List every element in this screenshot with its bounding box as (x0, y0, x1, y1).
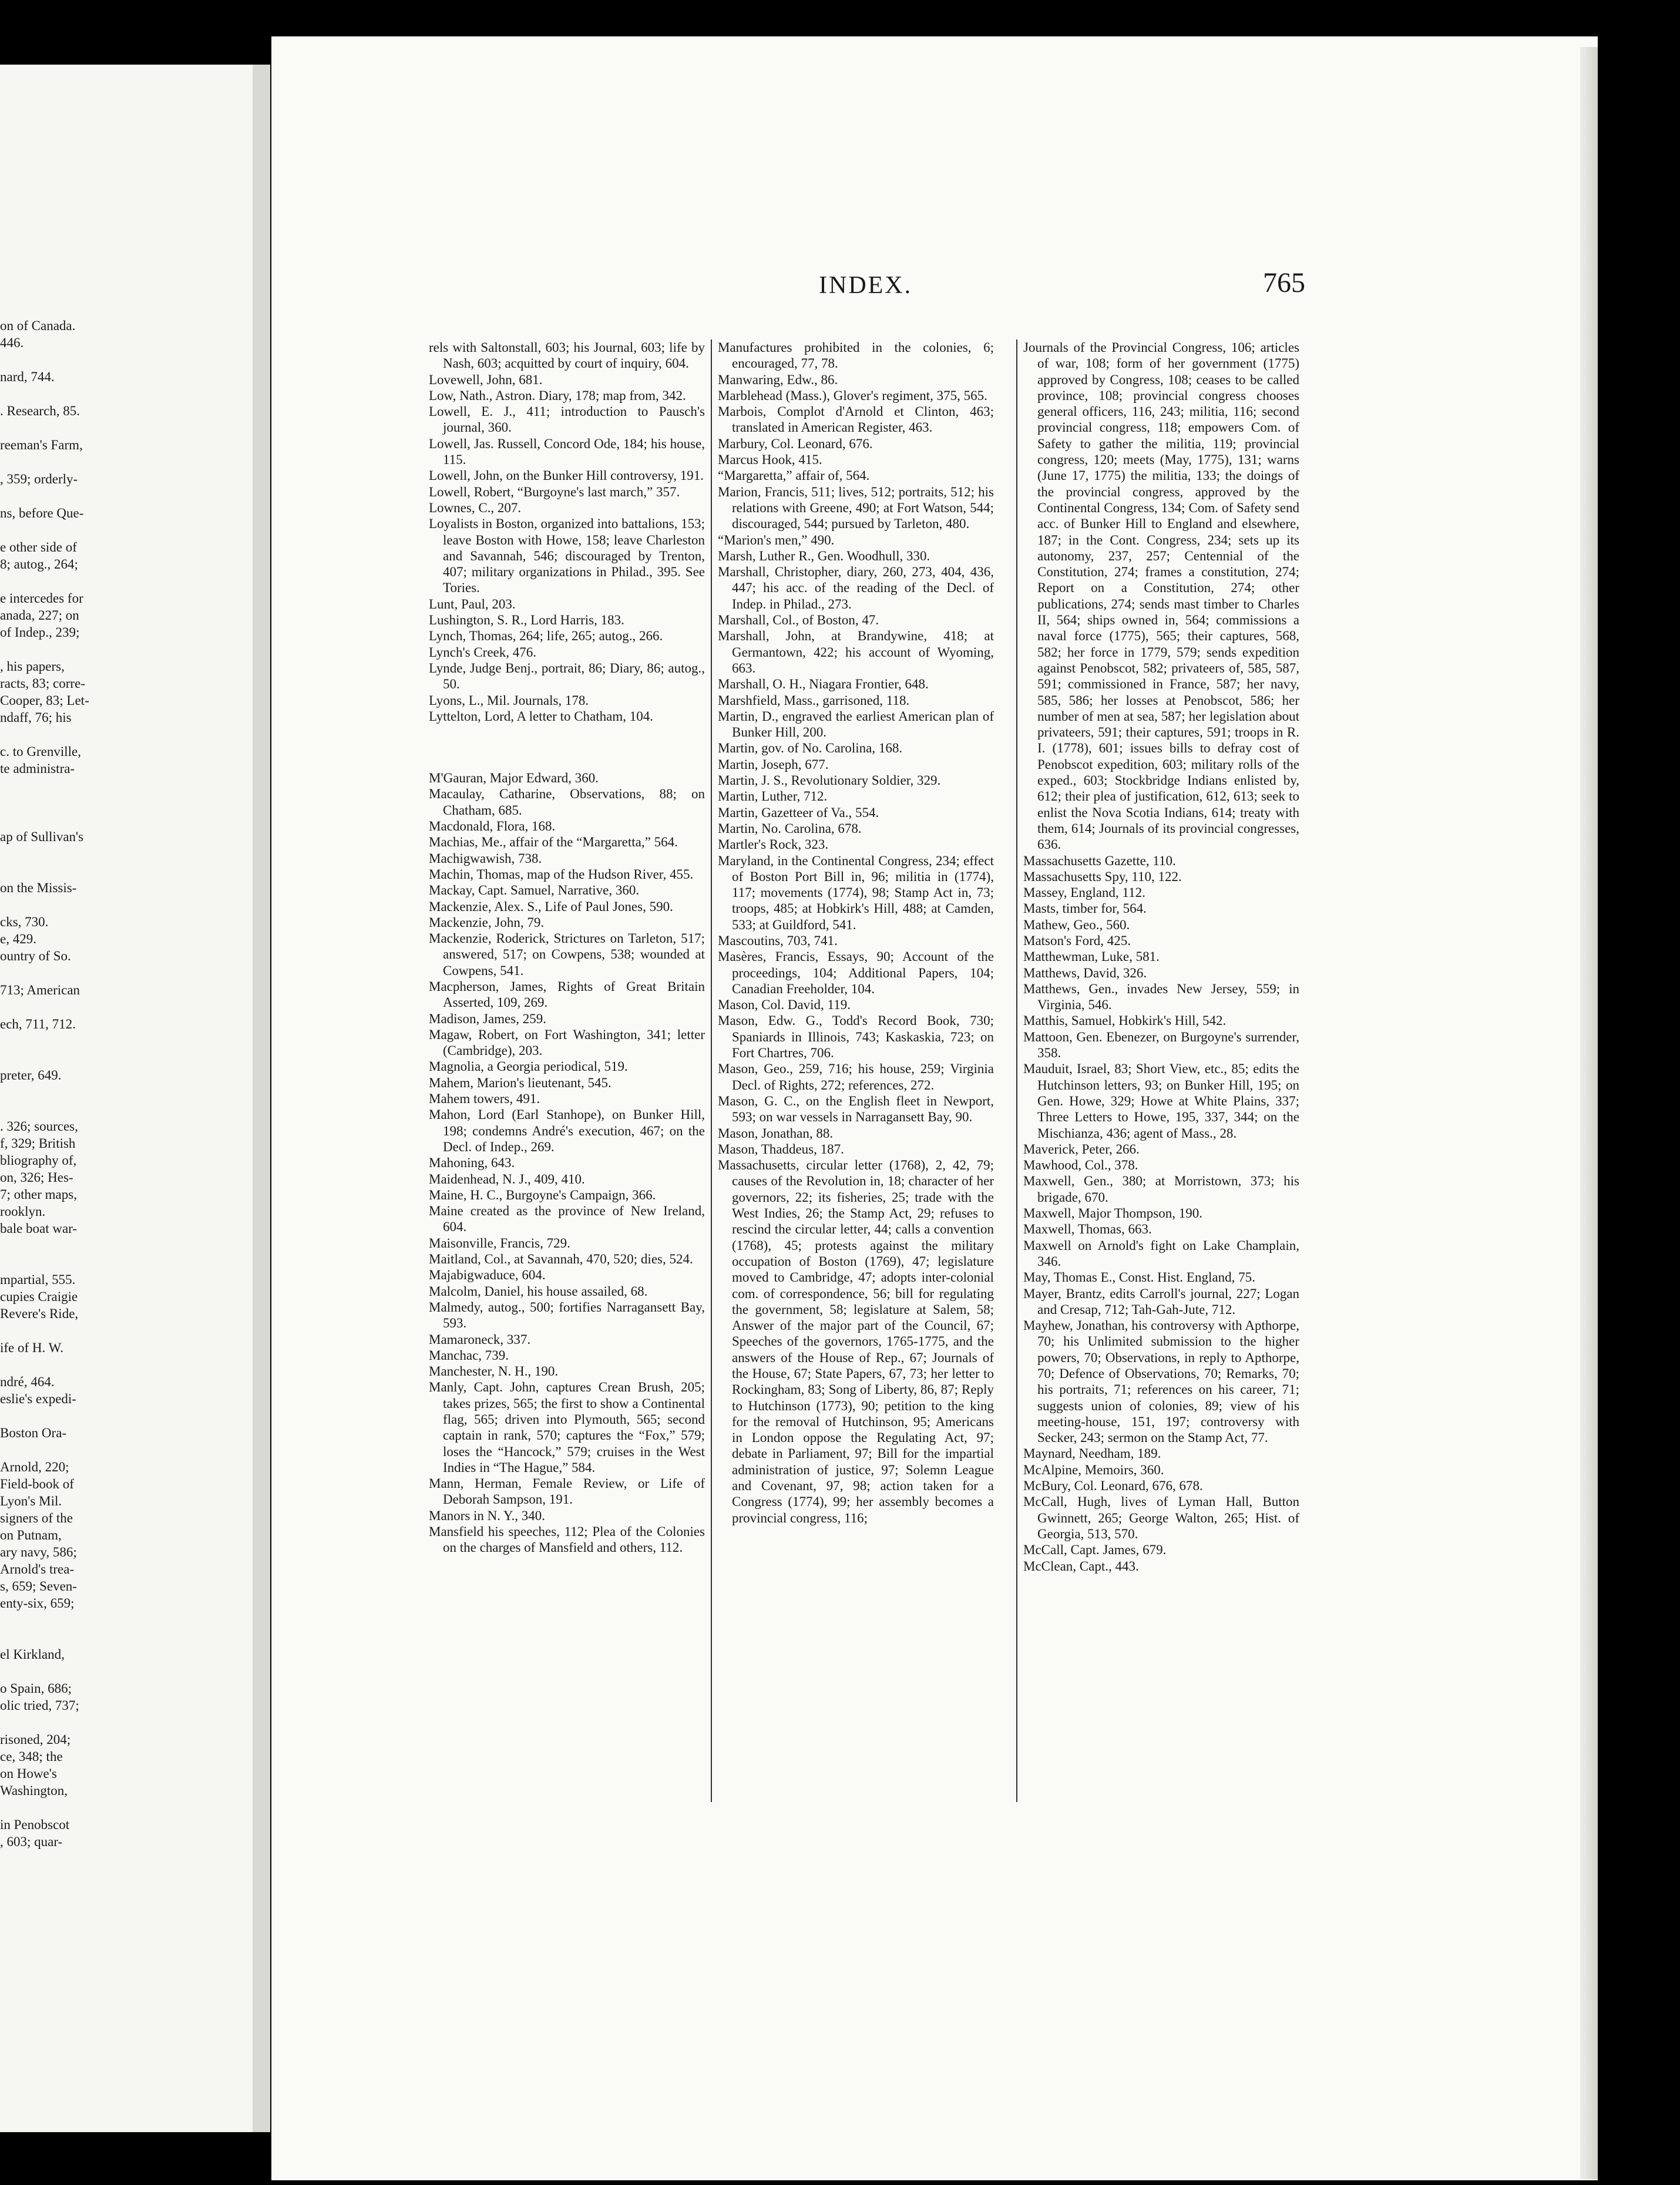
index-entry: Lovewell, John, 681. (429, 372, 543, 387)
index-entry: McClean, Capt., 443. (1023, 1558, 1139, 1574)
facing-page-line: anada, 227; on (0, 608, 79, 623)
facing-page-line: , 359; orderly- (0, 472, 78, 486)
index-entry: Martin, No. Carolina, 678. (718, 821, 862, 836)
index-entry: Mason, Edw. G., Todd's Record Book, 730; Spaniards in Illinois, 743; Kaskaskia, 723; on Fort Chartres, 706. (718, 1013, 994, 1061)
index-entry: Maisonville, Francis, 729. (429, 1235, 570, 1251)
facing-page-line: mpartial, 555. (0, 1272, 76, 1287)
facing-page-line: ountry of So. (0, 949, 71, 963)
facing-page-line: ndaff, 76; his (0, 710, 72, 725)
facing-page-line: olic tried, 737; (0, 1698, 79, 1713)
index-entry: Martin, gov. of No. Carolina, 168. (718, 741, 903, 756)
facing-page-line: racts, 83; corre- (0, 676, 85, 691)
facing-page-line: on the Missis- (0, 880, 77, 895)
index-column-2 (718, 339, 994, 1526)
index-entry: Mahem, Marion's lieutenant, 545. (429, 1075, 611, 1090)
index-entry: “Margaretta,” affair of, 564. (718, 468, 870, 483)
index-entry: Mamaroneck, 337. (429, 1332, 531, 1347)
index-entry: Lyons, L., Mil. Journals, 178. (429, 693, 589, 708)
facing-page-line: rooklyn. (0, 1204, 46, 1219)
facing-page-line: enty-six, 659; (0, 1596, 75, 1611)
facing-page-line: on, 326; Hes- (0, 1170, 73, 1185)
index-entry: Manwaring, Edw., 86. (718, 372, 838, 387)
index-entry: Loyalists in Boston, organized into battalions, 153; leave Boston with Howe, 158; leave Charleston and Savannah, 546; discouraged by Trenton, 407; military organizations in Philad., 395. See Tories. (429, 516, 705, 596)
index-entry: Magnolia, a Georgia periodical, 519. (429, 1059, 628, 1074)
facing-page-line: e other side of (0, 540, 77, 554)
index-entry: Matthis, Samuel, Hobkirk's Hill, 542. (1023, 1013, 1227, 1028)
index-entry: Mackenzie, Roderick, Strictures on Tarleton, 517; answered, 517; on Cowpens, 538; wounded at Cowpens, 541. (429, 931, 705, 978)
index-entry: Macdonald, Flora, 168. (429, 819, 556, 834)
index-entry: Mawhood, Col., 378. (1023, 1158, 1138, 1173)
index-entry: Madison, James, 259. (429, 1011, 546, 1026)
facing-page-line: on of Canada. (0, 318, 76, 333)
index-entry: Malcolm, Daniel, his house assailed, 68. (429, 1283, 648, 1299)
facing-page-line: ce, 348; the (0, 1749, 63, 1764)
facing-page-line: e intercedes for (0, 591, 83, 606)
index-entry: McAlpine, Memoirs, 360. (1023, 1462, 1164, 1477)
facing-page-line: Lyon's Mil. (0, 1494, 62, 1508)
index-entry: Maynard, Needham, 189. (1023, 1446, 1161, 1461)
index-entry: Macaulay, Catharine, Observations, 88; on Chatham, 685. (429, 786, 705, 818)
column-rule (711, 339, 712, 1802)
facing-page-line: cupies Craigie (0, 1289, 78, 1304)
index-entry: Martin, D., engraved the earliest American plan of Bunker Hill, 200. (718, 708, 994, 740)
index-entry: Lunt, Paul, 203. (429, 596, 516, 611)
index-entry: Marshall, Col., of Boston, 47. (718, 613, 879, 628)
index-entry: Mackenzie, John, 79. (429, 915, 545, 930)
index-column-1 (429, 339, 705, 1556)
index-entry: Lowell, Robert, “Burgoyne's last march,” 357. (429, 484, 680, 499)
facing-page-line: preter, 649. (0, 1068, 62, 1083)
index-entry: Massachusetts Spy, 110, 122. (1023, 869, 1182, 884)
facing-page-line: Boston Ora- (0, 1426, 67, 1440)
facing-page-line: bliography of, (0, 1153, 77, 1168)
facing-page-line: 8; autog., 264; (0, 557, 78, 572)
facing-page-line: . Research, 85. (0, 404, 80, 418)
index-entry: Masts, timber for, 564. (1023, 901, 1147, 916)
index-entry: Maxwell, Thomas, 663. (1023, 1222, 1152, 1237)
index-entry: Manly, Capt. John, captures Crean Brush, 205; takes prizes, 565; the first to show a Continental flag, 565; driven into Plymouth, 565; second captain in rank, 570; captures the “Fox,” 579; loses the “Hancock,” 579; cruises in the West Indies in “The Hague,” 584. (429, 1380, 705, 1475)
index-entry: Magaw, Robert, on Fort Washington, 341; letter (Cambridge), 203. (429, 1027, 705, 1058)
facing-page-line: Revere's Ride, (0, 1306, 79, 1321)
facing-page-line: bale boat war- (0, 1221, 78, 1236)
index-entry: Martin, Gazetteer of Va., 554. (718, 805, 879, 820)
facing-page-line: ap of Sullivan's (0, 829, 84, 844)
index-entry: Lushington, S. R., Lord Harris, 183. (429, 613, 624, 628)
index-entry: Marshfield, Mass., garrisoned, 118. (718, 693, 910, 708)
facing-page-line: c. to Grenville, (0, 744, 81, 759)
facing-page-line: cks, 730. (0, 915, 49, 929)
index-entry: Maine, H. C., Burgoyne's Campaign, 366. (429, 1187, 656, 1202)
facing-page-line: Arnold's trea- (0, 1562, 75, 1576)
index-entry: Lynch's Creek, 476. (429, 644, 537, 660)
facing-page-line: ns, before Que- (0, 506, 84, 520)
index-entry: Machin, Thomas, map of the Hudson River, 455. (429, 866, 694, 882)
index-entry: Marion, Francis, 511; lives, 512; portraits, 512; his relations with Greene, 490; at Fort Watson, 544; discouraged, 544; pursued by Tarleton, 480. (718, 484, 994, 532)
index-entry: Mackenzie, Alex. S., Life of Paul Jones, 590. (429, 899, 673, 914)
index-entry: May, Thomas E., Const. Hist. England, 75. (1023, 1270, 1255, 1285)
index-entry: Lownes, C., 207. (429, 500, 522, 515)
index-entry: Macpherson, James, Rights of Great Britain Asserted, 109, 269. (429, 979, 705, 1010)
facing-page-line: , 603; quar- (0, 1834, 63, 1849)
index-entry: Marcus Hook, 415. (718, 452, 822, 468)
facing-page-line: te administra- (0, 761, 75, 776)
index-entry: Mascoutins, 703, 741. (718, 933, 838, 948)
facing-page-line: risoned, 204; (0, 1732, 71, 1747)
index-entry: Mahon, Lord (Earl Stanhope), on Bunker Hill, 198; condemns André's execution, 467; on the Decl. of Indep., 269. (429, 1107, 705, 1154)
index-entry: Maine created as the province of New Ireland, 604. (429, 1204, 705, 1235)
facing-page-line: Washington, (0, 1783, 68, 1798)
index-entry: Lowell, John, on the Bunker Hill controversy, 191. (429, 468, 704, 483)
facing-page-line: Field-book of (0, 1477, 74, 1491)
facing-page-line: Cooper, 83; Let- (0, 693, 89, 708)
facing-page-line: 7; other maps, (0, 1187, 77, 1202)
index-entry: Machias, Me., affair of the “Margaretta,” 564. (429, 835, 678, 850)
facing-page-line: , his papers, (0, 659, 65, 674)
facing-page-line: on Putnam, (0, 1528, 62, 1542)
index-entry: Martin, J. S., Revolutionary Soldier, 329. (718, 773, 941, 788)
index-entry: Marshall, O. H., Niagara Frontier, 648. (718, 677, 929, 692)
index-entry: McCall, Hugh, lives of Lyman Hall, Button Gwinnett, 265; George Walton, 265; Hist. of Georgia, 513, 570. (1023, 1494, 1299, 1541)
index-entry: Maxwell, Major Thompson, 190. (1023, 1206, 1202, 1221)
facing-page-line: nard, 744. (0, 369, 55, 384)
index-entry: Mansfield his speeches, 112; Plea of the Colonies on the charges of Mansfield and others, 112. (429, 1524, 705, 1555)
index-section-gap (429, 738, 705, 757)
index-entry: Manors in N. Y., 340. (429, 1508, 546, 1523)
index-entry: Lynch, Thomas, 264; life, 265; autog., 266. (429, 628, 663, 644)
index-entry: Mason, Col. David, 119. (718, 997, 851, 1013)
index-entry: “Marion's men,” 490. (718, 532, 835, 547)
index-entry: Mason, G. C., on the English fleet in Newport, 593; on war vessels in Narragansett Bay, 90. (718, 1093, 994, 1125)
facing-page-line: el Kirkland, (0, 1647, 65, 1662)
index-entry: Journals of the Provincial Congress, 106; articles of war, 108; form of her government (1775) approved by Congress, 108; ceases to be called province, 108; provincial congress chooses general officers, 116, 243; militia, 116; second provincial congress, 118; empowers Com. of Safety to gather the militia, 119; provincial congress, 120; meets (May, 1775), 131; warns (June 17, 1775) the militia, 133; the doings of the provincial congress, approved by the Continental Congress, 134; Com. of Safety send acc. of Bunker Hill to England and elsewhere, 187; in the Cont. Congress, 234; sets up its autonomy, 237, 257; Centennial of the Constitution, 274; frames a constitution, 274; Report on a Constitution, 274; other publications, 274; sends mast timber to Charles II, 564; ships owned in, 564; commissions a naval force (1775), 565; their captures, 568, 582; her force in 1779, 579; sends expedition against Penobscot, 582; privateers of, 585, 587, 591; commissioned in France, 587; her navy, 585, 586; her losses at Penobscot, 586; her number of men at sea, 587; her legislation about privateers, 591; their captures, 591; troops in R. I. (1778), 601; issues bills to defray cost of Penobscot expedition, 603; military rolls of the exped., 603; Stockbridge Indians enlisted by, 612; their plea of justification, 612, 613; seek to enlist the Nova Scotia Indians, 614; treaty with them, 614; Journals of its provincial congresses, 636. (1023, 340, 1299, 852)
index-entry: Maidenhead, N. J., 409, 410. (429, 1171, 585, 1186)
facing-page-fragment (0, 65, 253, 2132)
facing-page-line: ndré, 464. (0, 1374, 55, 1389)
index-entry: Marsh, Luther R., Gen. Woodhull, 330. (718, 548, 930, 563)
facing-page-line: f, 329; British (0, 1136, 76, 1151)
facing-page-line: on Howe's (0, 1766, 57, 1781)
facing-page-line: of Indep., 239; (0, 625, 80, 640)
index-entry: Malmedy, autog., 500; fortifies Narragansett Bay, 593. (429, 1299, 705, 1331)
index-entry: McBury, Col. Leonard, 676, 678. (1023, 1478, 1203, 1494)
index-entry: Maverick, Peter, 266. (1023, 1141, 1140, 1157)
index-entry: Mackay, Capt. Samuel, Narrative, 360. (429, 883, 640, 898)
index-entry: Mathew, Geo., 560. (1023, 917, 1130, 932)
facing-page-line: 713; American (0, 983, 80, 997)
index-entry: Martin, Joseph, 677. (718, 757, 829, 772)
index-entry: M'Gauran, Major Edward, 360. (429, 771, 599, 786)
index-entry: Lynde, Judge Benj., portrait, 86; Diary, 86; autog., 50. (429, 660, 705, 692)
column-rule (1016, 339, 1017, 1802)
index-entry: Manchac, 739. (429, 1347, 509, 1363)
page-gutter (253, 65, 270, 2132)
index-entry: Mason, Jonathan, 88. (718, 1125, 834, 1141)
index-entry: Martin, Luther, 712. (718, 789, 828, 804)
index-entry: Mayhew, Jonathan, his controversy with Apthorpe, 70; his Unlimited submission to the higher powers, 70; Observations, in reply to Apthorpe, 70; Defence of Observations, 70; Remarks, 70; his portraits, 71; references on his career, 71; suggests union of colonies, 89; view of his meeting-house, 151, 197; controversy with Secker, 243; sermon on the Stamp Act, 77. (1023, 1318, 1299, 1446)
facing-page-line: eslie's expedi- (0, 1391, 76, 1406)
facing-page-line: ary navy, 586; (0, 1545, 77, 1559)
index-entry: rels with Saltonstall, 603; his Journal, 603; life by Nash, 603; acquitted by court of inquiry, 604. (429, 340, 705, 371)
index-entry: Lowell, Jas. Russell, Concord Ode, 184; his house, 115. (429, 436, 705, 468)
facing-page-line: signers of the (0, 1511, 73, 1525)
index-entry: Marshall, Christopher, diary, 260, 273, 404, 436, 447; his acc. of the reading of the Decl. of Indep. in Philad., 273. (718, 564, 994, 611)
page-edge (1580, 47, 1598, 2179)
index-column-3 (1023, 339, 1299, 1574)
facing-page-line: o Spain, 686; (0, 1681, 72, 1696)
index-entry: Marbury, Col. Leonard, 676. (718, 436, 873, 451)
index-entry: Manchester, N. H., 190. (429, 1364, 559, 1379)
index-entry: Mason, Thaddeus, 187. (718, 1141, 844, 1157)
page-number: 765 (1263, 267, 1305, 298)
facing-page-line: e, 429. (0, 932, 36, 946)
index-entry: Maxwell, Gen., 380; at Morristown, 373; his brigade, 670. (1023, 1174, 1299, 1205)
index-entry: Massey, England, 112. (1023, 885, 1145, 900)
facing-page-line: s, 659; Seven- (0, 1579, 77, 1594)
running-head: INDEX. (819, 272, 913, 299)
index-entry: Maryland, in the Continental Congress, 234; effect of Boston Port Bill in, 96; militia in (1774), 117; movements (1774), 98; Stamp Act in, 73; troops, 485; at Hobkirk's Hill, 488; at Camden, 533; at Guildford, 541. (718, 853, 994, 932)
index-entry: Mason, Geo., 259, 716; his house, 259; Virginia Decl. of Rights, 272; references, 272. (718, 1061, 994, 1092)
index-entry: Matthews, Gen., invades New Jersey, 559; in Virginia, 546. (1023, 981, 1299, 1013)
index-entry: Massachusetts, circular letter (1768), 2, 42, 79; causes of the Revolution in, 18; character of her governors, 22; its fisheries, 25; trade with the West Indies, 26; the Stamp Act, 29; refuses to rescind the circular letter, 44; calls a convention (1768), 45; protests against the military occupation of Boston (1769), 47; legislature moved to Cambridge, 47; adopts inter-colonial com. of correspondence, 56; bill for regulating the government, 58; legislature at Salem, 58; Answer of the major part of the Council, 67; Speeches of the governors, 1765-1775, and the answers of the House of Rep., 67; Journals of the House, 67; State Papers, 67, 73; her letter to Rockingham, 83; Song of Liberty, 86, 87; Reply to Hutchinson (1773), 90; petition to the king for the removal of Hutchinson, 95; Americans in London oppose the Regulating Act, 97; debate in Parliament, 97; Bill for the impartial administration of justice, 97; Solemn League and Covenant, 97, 98; action taken for a Congress (1774), 99; her assembly becomes a provincial congress, 116; (718, 1158, 994, 1525)
index-entry: Marblehead (Mass.), Glover's regiment, 375, 565. (718, 388, 987, 403)
index-entry: Mayer, Brantz, edits Carroll's journal, 227; Logan and Cresap, 712; Tah-Gah-Jute, 712. (1023, 1286, 1299, 1317)
index-entry: Mann, Herman, Female Review, or Life of Deborah Sampson, 191. (429, 1476, 705, 1507)
index-entry: Matson's Ford, 425. (1023, 933, 1131, 948)
index-entry: Lowell, E. J., 411; introduction to Pausch's journal, 360. (429, 404, 705, 435)
index-entry: Low, Nath., Astron. Diary, 178; map from, 342. (429, 388, 686, 403)
facing-page-line: ife of H. W. (0, 1340, 63, 1355)
index-entry: Machigwawish, 738. (429, 851, 542, 866)
index-entry: Mahoning, 643. (429, 1155, 515, 1171)
index-entry: Matthewman, Luke, 581. (1023, 949, 1160, 964)
index-entry: Marshall, John, at Brandywine, 418; at Germantown, 422; his account of Wyoming, 663. (718, 628, 994, 675)
index-entry: Manufactures prohibited in the colonies, 6; encouraged, 77, 78. (718, 340, 994, 371)
facing-page-line: in Penobscot (0, 1817, 70, 1832)
index-entry: Massachusetts Gazette, 110. (1023, 853, 1176, 868)
index-entry: Mahem towers, 491. (429, 1091, 540, 1107)
facing-page-line: . 326; sources, (0, 1119, 78, 1134)
index-entry: Lyttelton, Lord, A letter to Chatham, 104. (429, 708, 654, 724)
index-entry: Mattoon, Gen. Ebenezer, on Burgoyne's surrender, 358. (1023, 1029, 1299, 1061)
index-entry: Majabigwaduce, 604. (429, 1268, 546, 1283)
index-entry: Marbois, Complot d'Arnold et Clinton, 463; translated in American Register, 463. (718, 404, 994, 435)
index-entry: Maxwell on Arnold's fight on Lake Champlain, 346. (1023, 1238, 1299, 1269)
facing-page-line: 446. (0, 335, 24, 350)
index-entry: Masères, Francis, Essays, 90; Account of the proceedings, 104; Additional Papers, 104; Canadian Freeholder, 104. (718, 949, 994, 996)
index-entry: Mauduit, Israel, 83; Short View, etc., 85; edits the Hutchinson letters, 93; on Bunker Hill, 195; on Gen. Howe, 329; Howe at White Plains, 337; Three Letters to Howe, 195, 337, 344; on the Mischianza, 436; agent of Mass., 28. (1023, 1061, 1299, 1141)
facing-page-line: Arnold, 220; (0, 1460, 69, 1474)
facing-page-line: reeman's Farm, (0, 438, 83, 452)
facing-page-line: ech, 711, 712. (0, 1017, 76, 1031)
index-entry: Maitland, Col., at Savannah, 470, 520; dies, 524. (429, 1252, 693, 1267)
index-entry: Matthews, David, 326. (1023, 965, 1147, 980)
index-entry: McCall, Capt. James, 679. (1023, 1542, 1167, 1558)
index-entry: Martler's Rock, 323. (718, 837, 829, 852)
